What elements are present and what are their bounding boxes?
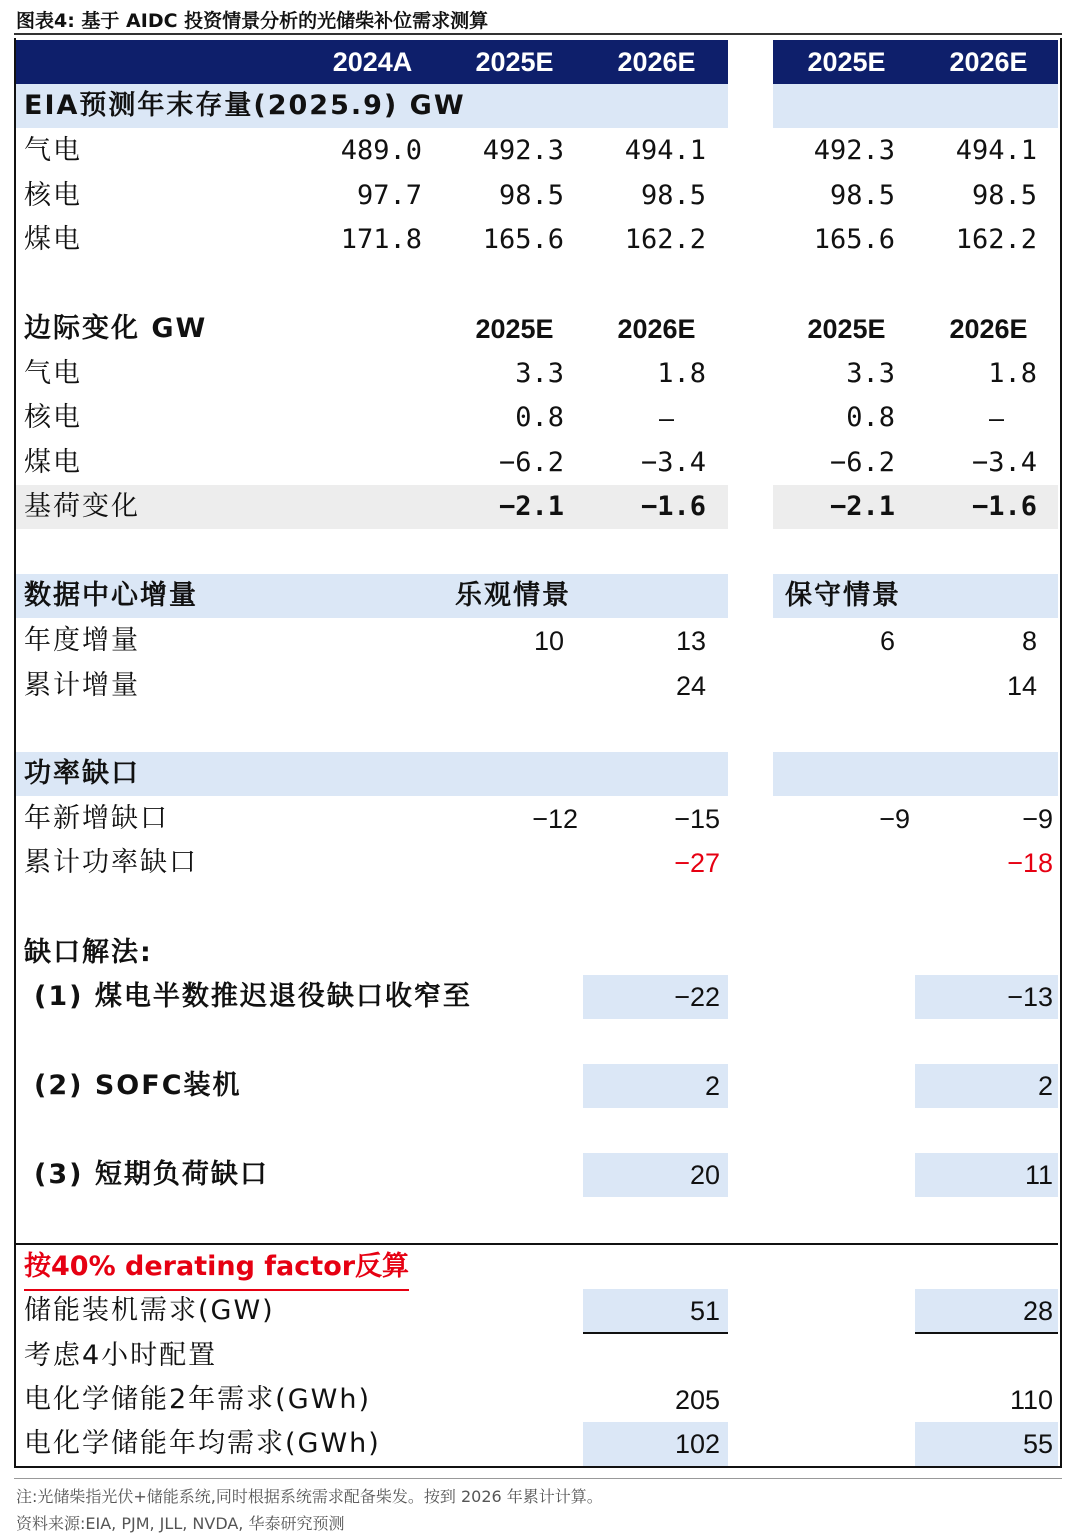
marginal-col-2025a: 2025E: [475, 314, 554, 344]
marginal-col-2026b: 2026E: [949, 314, 1028, 344]
eia-row-label: 气电: [24, 135, 82, 166]
conservative-scenario-label: 保守情景: [785, 580, 901, 611]
header-2025e-optimistic: 2025E: [475, 47, 554, 77]
gap-annual-label: 年新增缺口: [24, 803, 169, 834]
gap-cumulative-label: 累计功率缺口: [24, 847, 198, 878]
gap-band-right: [773, 752, 1058, 796]
storage-gw-conservative: 28: [1022, 1296, 1053, 1326]
eia-coal-2025a: 165.6: [482, 224, 564, 255]
baseload-2026b: −1.6: [971, 491, 1037, 522]
eia-gas-2026b: 494.1: [955, 135, 1037, 166]
solution2-optimistic: 2: [704, 1071, 720, 1101]
figure-title: 图表4: 基于 AIDC 投资情景分析的光储柴补位需求测算: [16, 10, 489, 32]
solution1-label: (1) 煤电半数推迟退役缺口收窄至: [34, 981, 472, 1012]
storage-2y-label: 电化学储能2年需求(GWh): [24, 1384, 371, 1415]
eia-coal-2026a: 162.2: [624, 224, 706, 255]
marginal-row-label: 气电: [24, 358, 82, 389]
gap-annual-2026b: −9: [1022, 804, 1053, 834]
eia-gas-2026a: 494.1: [624, 135, 706, 166]
storage-2y-conservative: 110: [1009, 1385, 1053, 1415]
eia-heading-band-right: [773, 84, 1058, 128]
eia-gas-2025a: 492.3: [482, 135, 564, 166]
header-2025e-conservative: 2025E: [807, 47, 886, 77]
source-note: 资料来源:EIA, PJM, JLL, NVDA, 华泰研究预测: [16, 1514, 345, 1533]
baseload-2026a: −1.6: [640, 491, 706, 522]
storage-underline-b: [915, 1332, 1058, 1334]
storage-annual-optimistic: 102: [674, 1429, 720, 1459]
datacenter-annual-2026a: 13: [675, 626, 706, 656]
marginal-row-label: 核电: [24, 402, 82, 433]
storage-underline-a: [583, 1332, 728, 1334]
solution2-conservative: 2: [1037, 1071, 1053, 1101]
marginal-nuclear-2025a: 0.8: [515, 402, 564, 433]
datacenter-heading: 数据中心增量: [24, 580, 198, 611]
baseload-2025b: −2.1: [829, 491, 895, 522]
eia-row-label: 核电: [24, 180, 82, 211]
gap-cumulative-2026a: −27: [674, 848, 720, 878]
storage-2y-optimistic: 205: [674, 1385, 720, 1415]
datacenter-annual-2025b: 6: [879, 626, 895, 656]
marginal-gas-2026a: 1.8: [657, 358, 706, 389]
eia-gas-2024: 489.0: [340, 135, 422, 166]
gap-heading: 功率缺口: [24, 758, 140, 789]
marginal-col-2026a: 2026E: [617, 314, 696, 344]
marginal-coal-2026b: −3.4: [971, 447, 1037, 478]
datacenter-annual-2026b: 8: [1021, 626, 1037, 656]
marginal-col-2025b: 2025E: [807, 314, 886, 344]
gap-annual-2025b: −9: [879, 804, 910, 834]
eia-coal-2026b: 162.2: [955, 224, 1037, 255]
marginal-coal-2025b: −6.2: [829, 447, 895, 478]
eia-coal-2024: 171.8: [340, 224, 422, 255]
eia-gas-2025b: 492.3: [813, 135, 895, 166]
marginal-nuclear-2026b: –: [988, 403, 1005, 433]
datacenter-cumulative-label: 累计增量: [24, 670, 140, 701]
solution3-optimistic: 20: [689, 1160, 720, 1190]
marginal-nuclear-2026a: –: [658, 403, 675, 433]
eia-nuclear-2025a: 98.5: [498, 180, 564, 211]
footnote-rule: [14, 1478, 1062, 1479]
eia-nuclear-2026a: 98.5: [640, 180, 706, 211]
derating-heading: 按40% derating factor反算: [24, 1245, 409, 1291]
baseload-2025a: −2.1: [498, 491, 564, 522]
gap-cumulative-2026b: −18: [1007, 848, 1053, 878]
eia-coal-2025b: 165.6: [813, 224, 895, 255]
eia-nuclear-2025b: 98.5: [829, 180, 895, 211]
datacenter-cumulative-2026a: 24: [675, 671, 706, 701]
header-2024a: 2024A: [332, 47, 413, 77]
storage-annual-conservative: 55: [1022, 1429, 1053, 1459]
footnote: 注:光储柴指光伏+储能系统,同时根据系统需求配备柴发。按到 2026 年累计计算。: [16, 1487, 603, 1506]
solution2-label: (2) SOFC装机: [34, 1070, 242, 1101]
solution1-optimistic: −22: [674, 982, 720, 1012]
gap-annual-2025a: −12: [532, 804, 578, 834]
marginal-gas-2025a: 3.3: [515, 358, 564, 389]
marginal-nuclear-2025b: 0.8: [846, 402, 895, 433]
solution1-conservative: −13: [1007, 982, 1053, 1012]
marginal-heading: 边际变化 GW: [24, 313, 208, 344]
eia-nuclear-2026b: 98.5: [971, 180, 1037, 211]
datacenter-cumulative-2026b: 14: [1006, 671, 1037, 701]
solution3-label: (3) 短期负荷缺口: [34, 1159, 269, 1190]
marginal-gas-2026b: 1.8: [988, 358, 1037, 389]
storage-annual-label: 电化学储能年均需求(GWh): [24, 1428, 381, 1459]
storage-gw-label: 储能装机需求(GW): [24, 1295, 275, 1326]
header-2026e-conservative: 2026E: [949, 47, 1028, 77]
marginal-gas-2025b: 3.3: [846, 358, 895, 389]
header-2026e-optimistic: 2026E: [617, 47, 696, 77]
storage-4h-label: 考虑4小时配置: [24, 1340, 218, 1371]
eia-heading: EIA预测年末存量(2025.9) GW: [24, 90, 466, 121]
marginal-coal-2025a: −6.2: [498, 447, 564, 478]
optimistic-scenario-label: 乐观情景: [455, 580, 571, 611]
eia-nuclear-2024: 97.7: [356, 180, 422, 211]
solution3-conservative: 11: [1024, 1160, 1053, 1190]
datacenter-annual-label: 年度增量: [24, 625, 140, 656]
marginal-row-label: 煤电: [24, 447, 82, 478]
baseload-label: 基荷变化: [24, 491, 140, 522]
datacenter-annual-2025a: 10: [533, 626, 564, 656]
storage-gw-optimistic: 51: [689, 1296, 720, 1326]
solution-heading: 缺口解法:: [24, 937, 153, 968]
title-rule: [14, 33, 1062, 35]
marginal-coal-2026a: −3.4: [640, 447, 706, 478]
gap-annual-2026a: −15: [674, 804, 720, 834]
eia-row-label: 煤电: [24, 224, 82, 255]
